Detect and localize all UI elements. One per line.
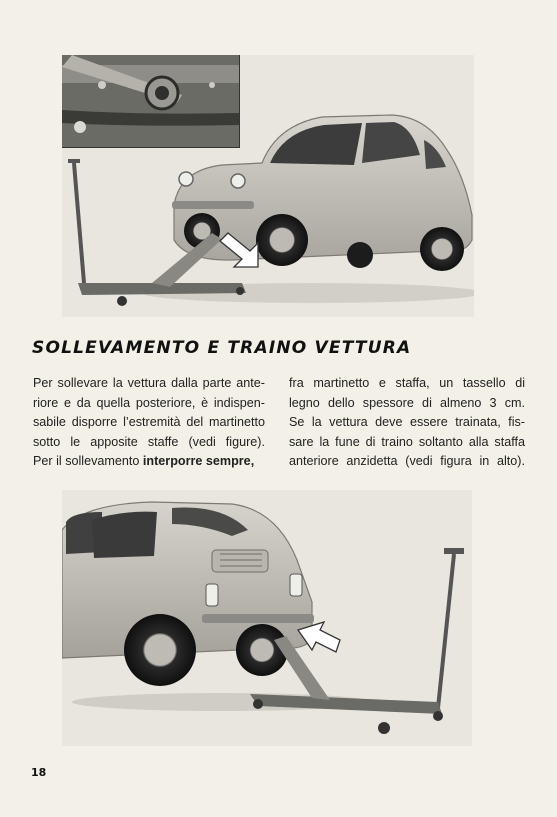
text-line-start: Per il sollevamento xyxy=(33,454,140,468)
rear-lift-photo xyxy=(62,490,472,746)
text-line: sotto le apposite staffe (vedi figure). xyxy=(33,434,265,449)
text-line: legno dello spessore di almeno 3 cm. xyxy=(289,395,525,410)
text-line: anteriore anzidetta (vedi figura in alto). xyxy=(289,454,525,468)
text-line-with-emphasis xyxy=(33,452,265,472)
staffa-detail-inset xyxy=(62,55,240,148)
text-line: fra martinetto e staffa, un tassello di xyxy=(289,376,525,390)
text-line: Per sollevare la vettura dalla parte ante- xyxy=(33,376,265,390)
text-column-left xyxy=(33,374,265,472)
emphasis-text: interporre sempre, xyxy=(142,454,255,468)
section-title: SOLLEVAMENTO E TRAINO VETTURA xyxy=(32,338,412,358)
text-line: sare la fune di traino soltanto alla staffa xyxy=(289,434,525,449)
text-line: riore e da quella posteriore, è indispen- xyxy=(33,395,265,410)
page-number: 18 xyxy=(31,766,47,779)
text-line: Se la vettura deve essere trainata, fis- xyxy=(289,415,525,429)
text-line: sabile disporre l’estremità del martinetto xyxy=(33,415,265,429)
rear-lift-illustration xyxy=(62,490,472,746)
staffa-detail-illustration xyxy=(62,55,239,147)
text-column-right xyxy=(289,374,525,472)
front-lift-photo xyxy=(62,55,474,317)
